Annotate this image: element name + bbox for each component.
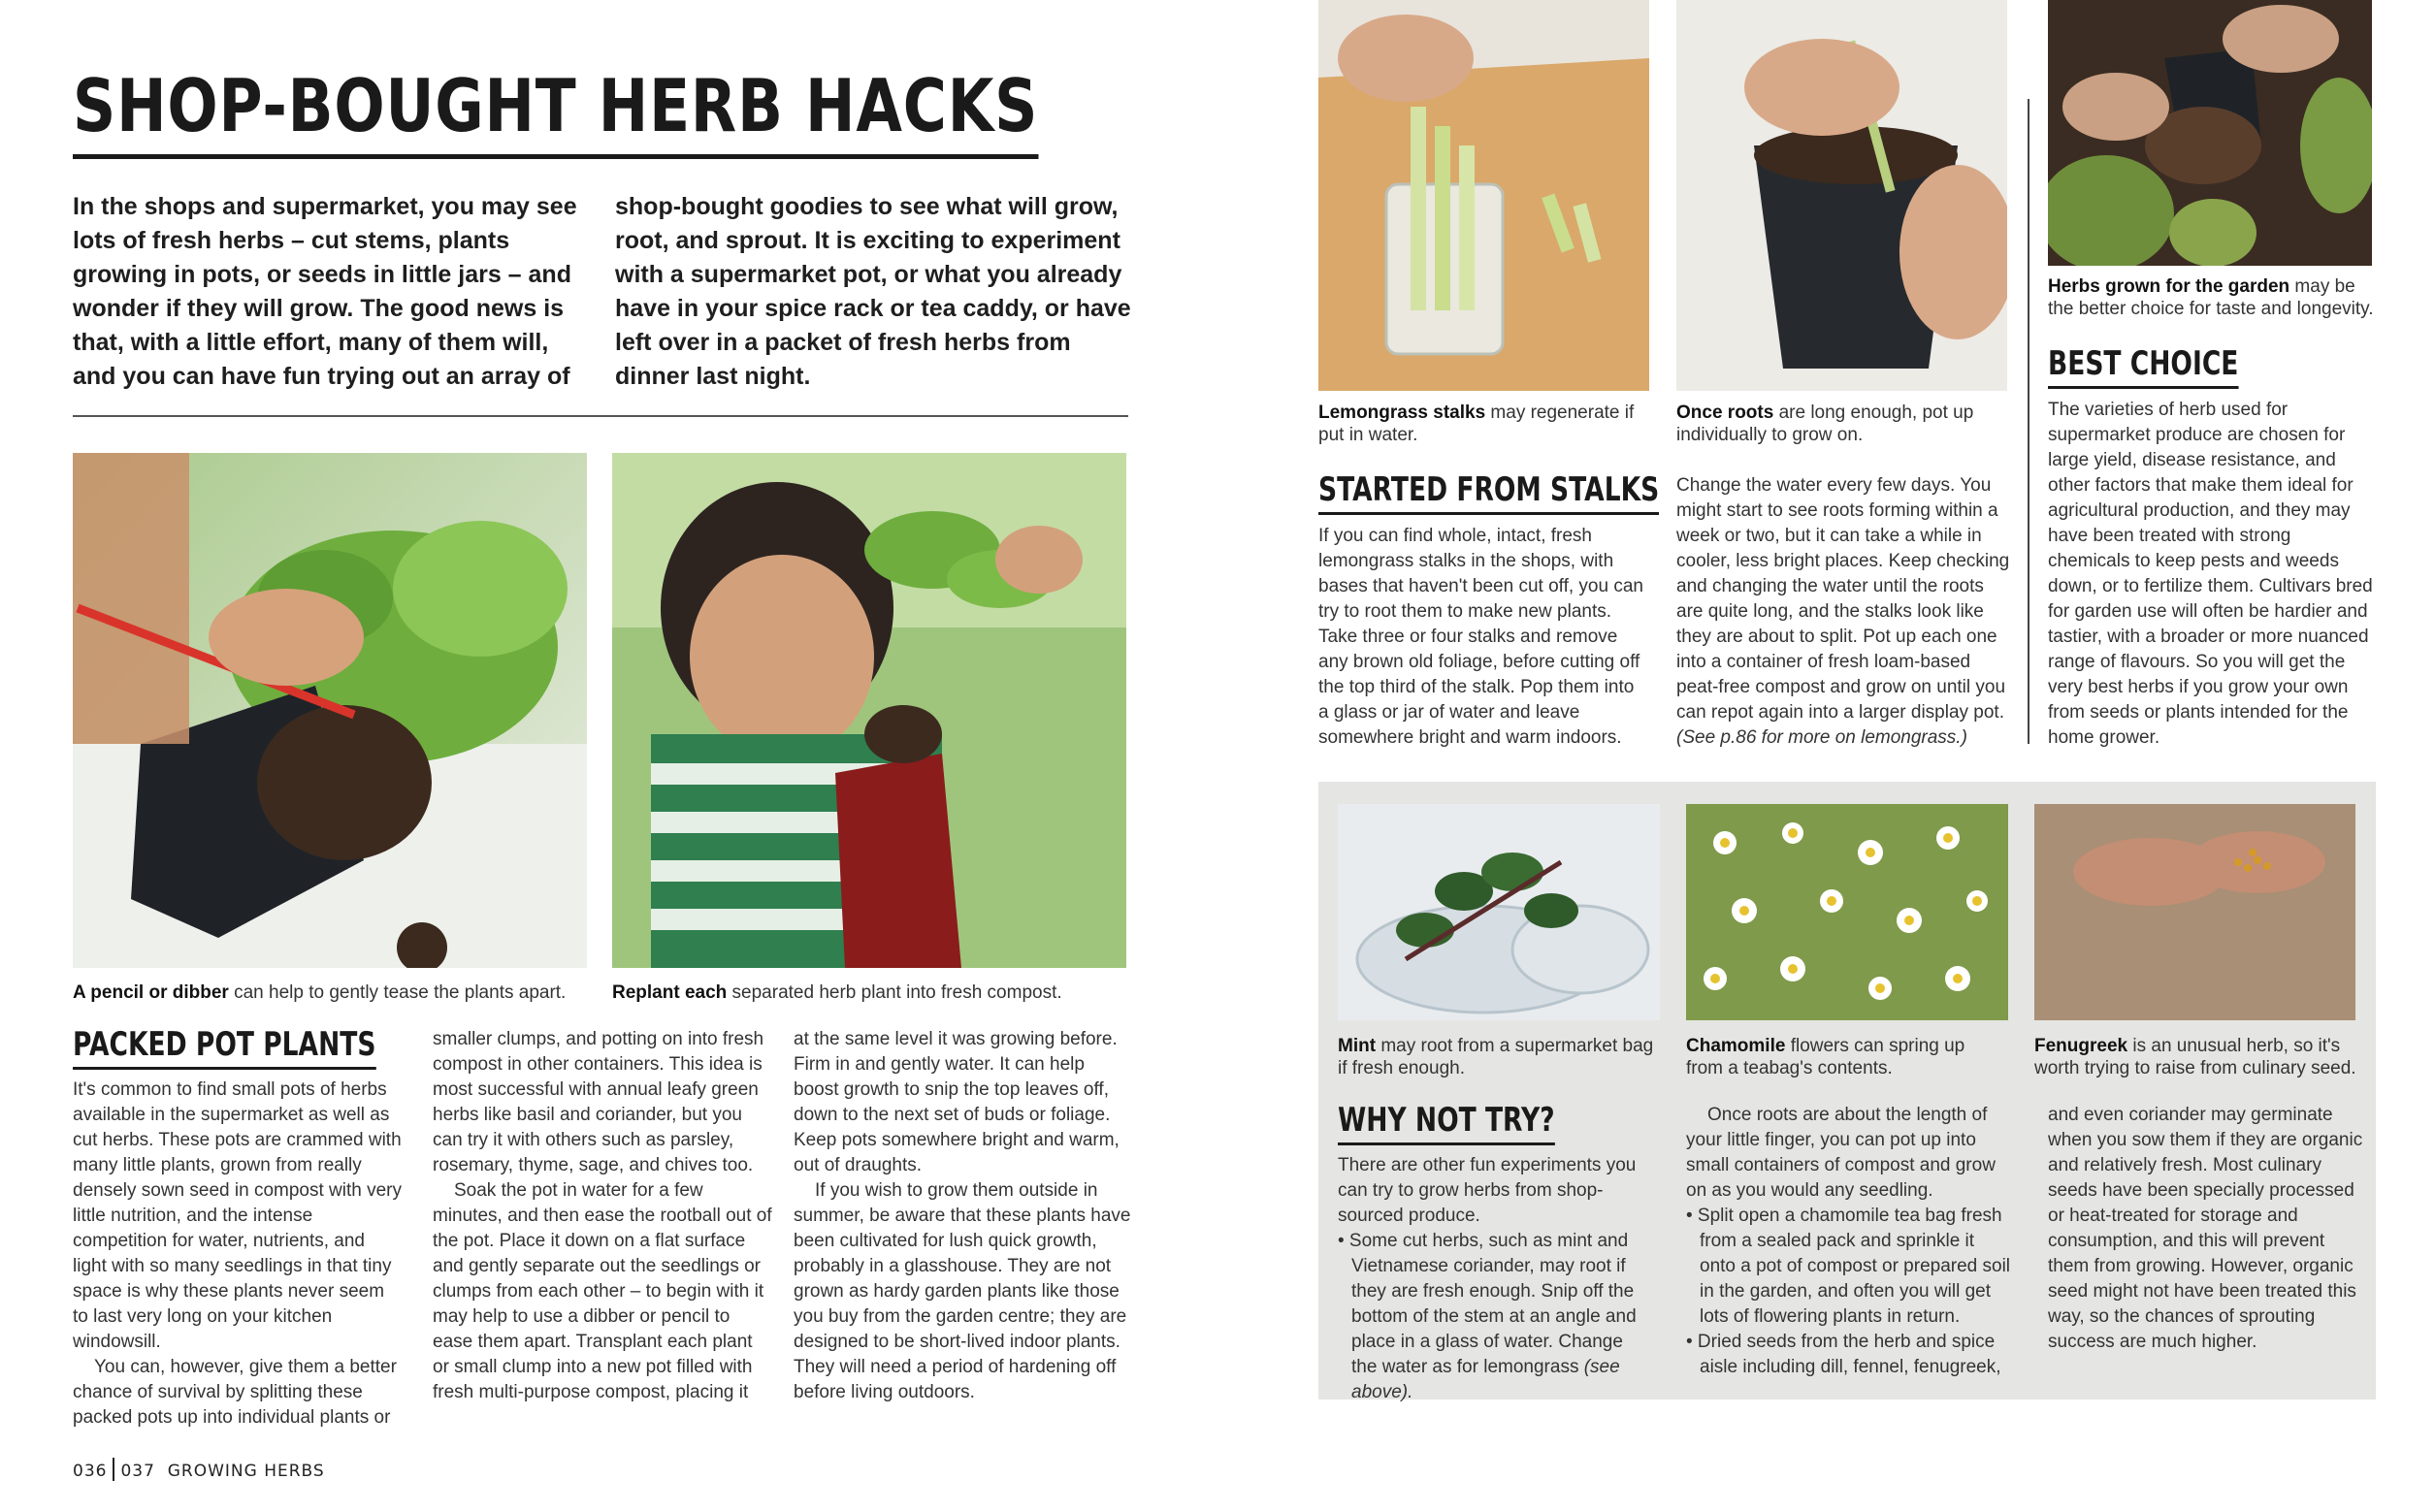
intro-col-1: In the shops and supermarket, you may see lots of fresh herbs – cut stems, plants growing in pots, or seeds in little jars – and wonder if they will grow. The good news is that, with a little effort, many of them will, and you can have fun trying out an array of [73, 193, 577, 390]
heading-why-not-try: WHY NOT TRY? [1338, 1104, 1555, 1145]
why-bullet-2: • Split open a chamomile tea bag fresh from a sealed pack and sprinkle it onto a pot of compost or prepared soil in the garden, and often you will get lots of flowering plants in return. [1686, 1206, 2011, 1327]
lemongrass-illustration [1318, 0, 1649, 391]
packed-col-2-para-2: Soak the pot in water for a few minutes, and then ease the rootball out of the pot. Place it down on a flat surface and gently separate out the seedlings or clumps from each other – to begin with it may help to use a dibber or pencil to ease them apart. Transplant each plant or small clump into a new pot filled with fresh multi-purpose compost, placing it [433, 1180, 772, 1402]
stalks-see-reference: (See p.86 for more on lemongrass.) [1676, 727, 1967, 748]
folio-divider [113, 1458, 114, 1481]
heading-packed-pot-plants: PACKED POT PLANTS [73, 1028, 375, 1070]
page-title: SHOP-BOUGHT HERB HACKS [73, 70, 1038, 159]
fenugreek-illustration [2034, 804, 2355, 1020]
photo-boy-replanting [612, 453, 1126, 968]
caption-chamomile: Chamomile flowers can spring up from a teabag's contents. [1686, 1036, 1965, 1078]
stalks-col-2 [1676, 473, 2011, 751]
packed-col-3-para-1: at the same level it was growing before. Firm in and gently water. It can help boost growth to snip the top leaves off, down to the next set of buds or foliage. Keep pots somewhere bright and warm, out of draughts. [794, 1029, 1120, 1175]
mint-illustration [1338, 804, 1660, 1020]
chamomile-illustration [1686, 804, 2008, 1020]
photo-mint-bowl [1338, 804, 1660, 1020]
heading-best-choice: BEST CHOICE [2048, 347, 2238, 389]
photo-pencil-dibber [73, 453, 587, 968]
folio-section: GROWING HERBS [167, 1462, 325, 1481]
garden-planting-illustration [2048, 0, 2372, 266]
photo-lemongrass-glass [1318, 0, 1649, 391]
pot-seedlings-illustration [73, 453, 587, 968]
photo-fenugreek-seeds [2034, 804, 2355, 1020]
caption-garden: Herbs grown for the garden may be the better choice for taste and longevity. [2048, 276, 2374, 319]
folio-left: 036 [73, 1462, 108, 1481]
packed-col-2 [433, 1027, 772, 1405]
why-intro: There are other fun experiments you can try to grow herbs from shop-sourced produce. [1338, 1155, 1637, 1226]
stalks-col-2-text: Change the water every few days. You might start to see roots forming within a week or two, but it can take a while in cooler, less bright places. Keep checking and changing the water until the roots are quite long, and the stalks look like they are about to split. Pot up each one into a container of fresh loam-based peat-free compost and grow on until you can repot again into a larger display pot. [1676, 475, 2010, 723]
best-heading-wrap [2048, 344, 2292, 389]
boy-replanting-illustration [612, 453, 1126, 968]
photo-potting-lemongrass [1676, 0, 2007, 391]
why-col-2-para: Once roots are about the length of your little finger, you can pot up into small containers of compost and grow on as you would any seedling. [1686, 1105, 1996, 1201]
intro-divider [73, 415, 1128, 417]
heading-started-from-stalks: STARTED FROM STALKS [1318, 473, 1659, 515]
column-divider [2028, 99, 2029, 744]
caption-fenugreek: Fenugreek is an unusual herb, so it's worth trying to raise from culinary seed. [2034, 1036, 2356, 1078]
caption-roots: Once roots are long enough, pot up individually to grow on. [1676, 402, 1974, 445]
why-col-3: and even coriander may germinate when you sow them if they are organic and relatively fresh. Most culinary seeds have been specially processed or heat-treated for storage and consumption, and this will prevent them from growing. However, organic seed might not have been treated this way, so the chances of sprouting success are much higher. [2048, 1105, 2363, 1352]
caption-mint: Mint may root from a supermarket bag if fresh enough. [1338, 1036, 1654, 1078]
packed-heading-wrap [73, 1025, 462, 1070]
caption-pencil: A pencil or dibber can help to gently tease the plants apart. [73, 982, 567, 1003]
why-heading-wrap [1338, 1101, 1616, 1145]
caption-lemongrass: Lemongrass stalks may regenerate if put in water. [1318, 402, 1635, 445]
why-col-2-bullets [1686, 1204, 2011, 1380]
photo-garden-planting [2048, 0, 2372, 266]
photo-chamomile-flowers [1686, 804, 2008, 1020]
packed-col-3 [794, 1027, 1133, 1405]
packed-col-2-para-1: smaller clumps, and potting on into fresh compost in other containers. This idea is most successful with annual leafy green herbs like basil and coriander, but you can try it with others such as parsley, rosemary, thyme, sage, and chives too. [433, 1029, 764, 1175]
why-col-1 [1338, 1153, 1653, 1405]
why-bullet-3: • Dried seeds from the herb and spice aisle including dill, fennel, fenugreek, [1686, 1332, 2001, 1377]
caption-replant: Replant each separated herb plant into fresh compost. [612, 982, 1062, 1003]
packed-col-1 [73, 1078, 403, 1431]
stalks-col-1: If you can find whole, intact, fresh lemongrass stalks in the shops, with bases that haven't been cut off, you can try to root them to make new plants. Take three or four stalks and remove any brown old foliage, before cutting off the top third of the stalk. Pop them into a glass or jar of water and leave somewhere bright and warm indoors. [1318, 526, 1643, 748]
potting-illustration [1676, 0, 2007, 391]
best-choice-text: The varieties of herb used for supermarket produce are chosen for large yield, disease resistance, and other factors that make them ideal for agricultural production, and they may have been treated with strong chemicals to keep pests and weeds down, or to fertilize them. Cultivars bred for garden use will often be hardier and tastier, with a broader or more nuanced range of flavours. So you will get the very best herbs if you grow your own from seeds or plants intended for the home grower. [2048, 400, 2373, 748]
packed-col-1-para-1: It's common to find small pots of herbs available in the supermarket as well as cut herbs. These pots are crammed with many little plants, grown from really densely sown seed in compost with very little nutrition, and the intense competition for water, nutrients, and light with so many seedlings in that tiny space is why these plants never seem to last very long on your kitchen windowsill. [73, 1079, 402, 1352]
why-col-2 [1686, 1103, 2011, 1380]
folio-right: 037 [120, 1462, 155, 1481]
why-col-1-bullets [1338, 1229, 1653, 1405]
why-bullet-1: • Some cut herbs, such as mint and Vietnamese coriander, may root if they are fresh enough. Snip off the bottom of the stem at an angle and place in a glass of water. Change the water as for lemongrass (see above). [1338, 1231, 1637, 1402]
page-folio [73, 1458, 325, 1481]
packed-col-3-para-2: If you wish to grow them outside in summer, be aware that these plants have been cultivated for lush quick growth, probably in a glasshouse. They are not grown as hardy garden plants like those you buy from the garden centre; they are designed to be short-lived indoor plants. They will need a period of hardening off before living outdoors. [794, 1180, 1131, 1402]
intro-col-2: shop-bought goodies to see what will grow, root, and sprout. It is exciting to experiment with a supermarket pot, or what you already have in your spice rack or tea caddy, or have left over in a packet of fresh herbs from dinner last night. [615, 193, 1131, 390]
packed-col-1-para-2: You can, however, give them a better chance of survival by splitting these packed pots up into individual plants or [73, 1357, 397, 1428]
